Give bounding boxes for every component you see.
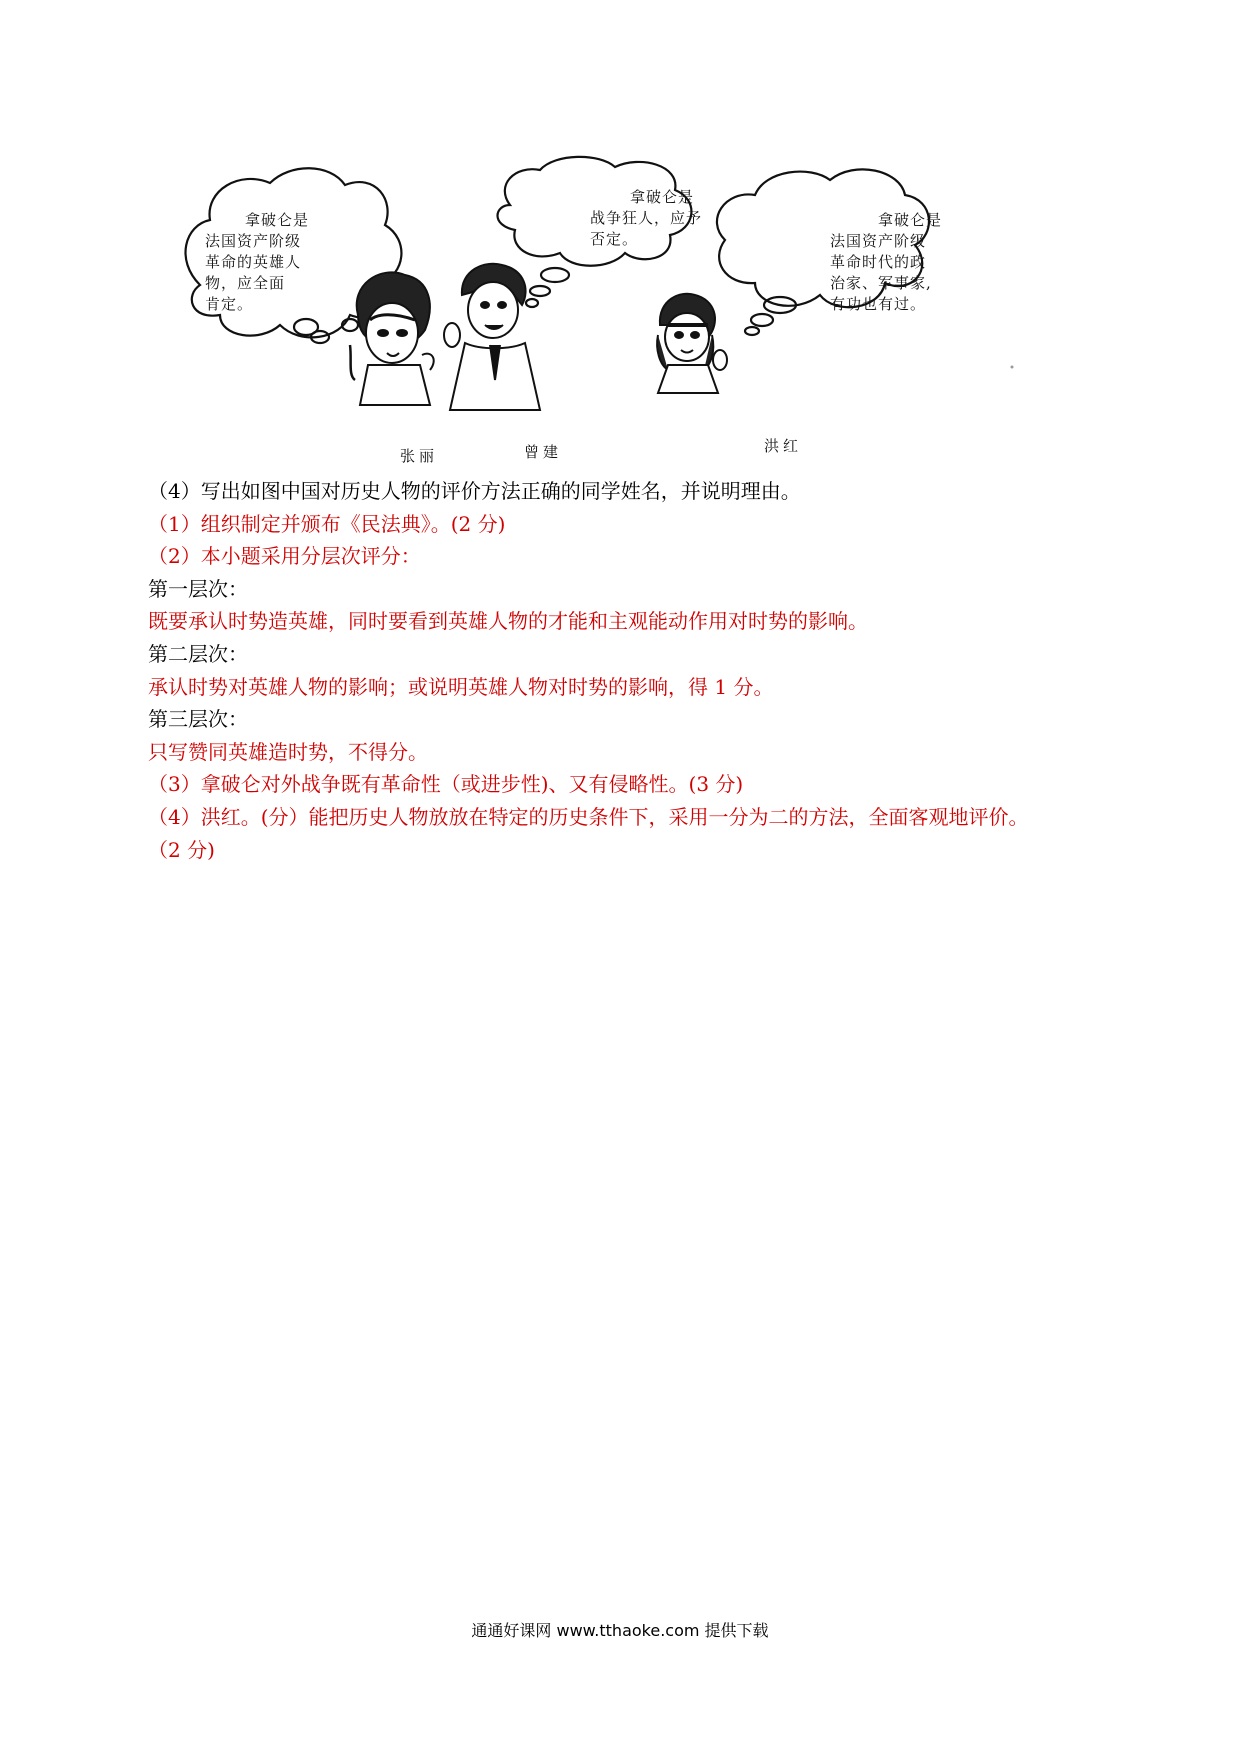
bubble-text-right (830, 210, 942, 315)
page-footer: 通通好课网 www.tthaoke.com 提供下载 (471, 1621, 769, 1640)
answer-line: 只写赞同英雄造时势，不得分。 (148, 739, 428, 764)
bubble-line: 拿破仑是 (630, 188, 695, 206)
question-and-answers (148, 475, 1108, 866)
bubble-line: 治家、军事家, (830, 274, 932, 292)
bubble-line: 物，应全面 (205, 274, 286, 292)
bubble-line: 革命的英雄人 (205, 253, 302, 271)
answer-line: （1）组织制定并颁布《民法典》。(2 分) (148, 511, 506, 536)
bubble-line: 法国资产阶级 (205, 232, 302, 250)
student-honghong (657, 294, 727, 393)
name-label-zengjian: 曾建 (524, 443, 563, 461)
bubble-line: 拿破仑是 (245, 211, 310, 229)
bubble-text-left (205, 210, 309, 315)
answer-line: 第三层次： (148, 707, 248, 732)
bubble-line: 战争狂人，应予 (590, 209, 703, 227)
bubble-line: 肯定。 (205, 295, 254, 313)
bubble-line: 法国资产阶级 (830, 232, 927, 250)
question-text: （4）写出如图中国对历史人物的评价方法正确的同学姓名，并说明理由。 (148, 479, 801, 503)
name-label-honghong: 洪红 (764, 437, 803, 455)
answer-line: （3）拿破仑对外战争既有革命性（或进步性)、又有侵略性。(3 分) (148, 772, 744, 797)
student-zengjian (444, 264, 540, 410)
bubble-text-middle (590, 187, 702, 250)
answer-line: 承认时势对英雄人物的影响；或说明英雄人物对时势的影响，得 1 分。 (148, 674, 774, 699)
answer-line: （2）本小题采用分层次评分： (148, 544, 421, 569)
answer-line: 第一层次： (148, 576, 248, 601)
answer-line: （4）洪红。(分）能把历史人物放放在特定的历史条件下，采用一分为二的方法，全面客观地评价。 (148, 804, 1029, 829)
bubble-line: 否定。 (590, 230, 639, 248)
answer-line: （2 分) (148, 837, 215, 862)
bubble-line: 拿破仑是 (878, 211, 943, 229)
answer-line: 既要承认时势造英雄，同时要看到英雄人物的才能和主观能动作用对时势的影响。 (148, 609, 868, 634)
cartoon-illustration (180, 165, 1020, 465)
bubble-line: 有功也有过。 (830, 295, 927, 313)
answer-line: 第二层次： (148, 641, 248, 666)
bubble-line: 革命时代的政 (830, 253, 927, 271)
student-zhangli (350, 272, 434, 405)
name-label-zhangli: 张丽 (400, 447, 439, 465)
